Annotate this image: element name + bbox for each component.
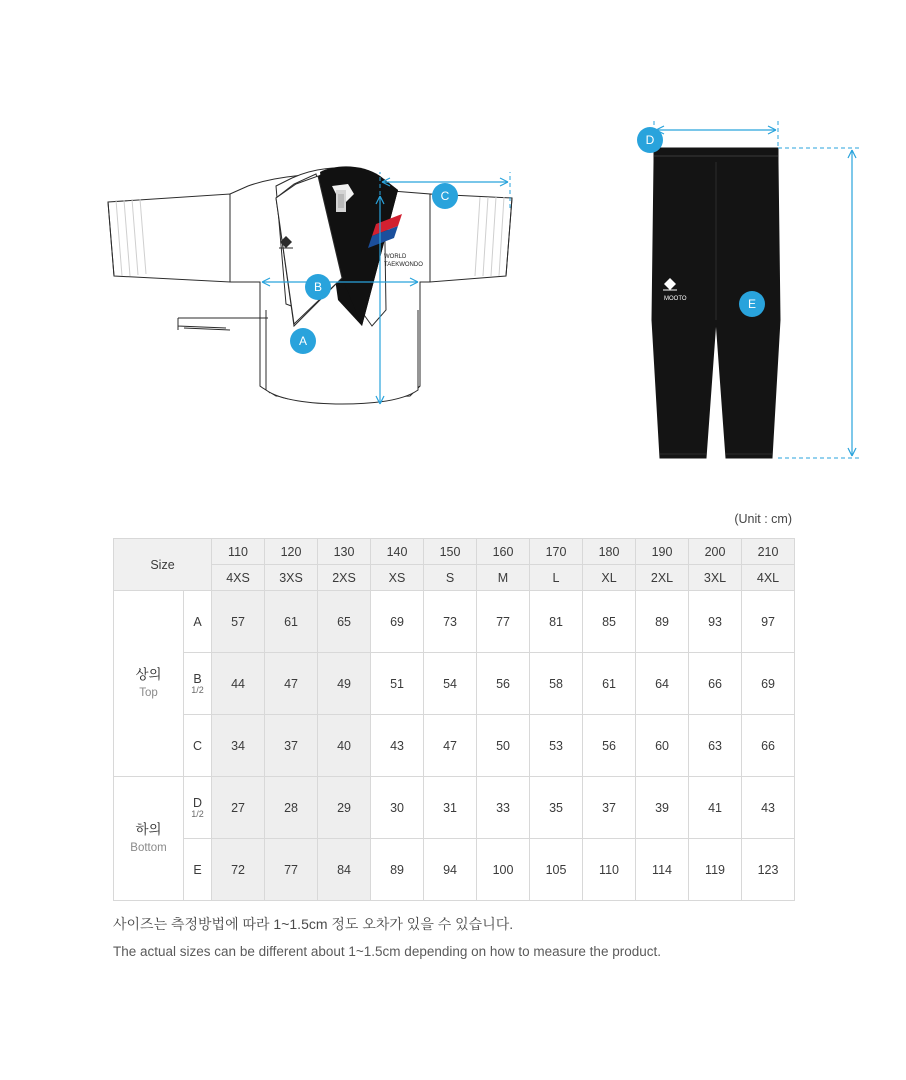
header-height: 150 (424, 539, 477, 565)
header-height: 190 (636, 539, 689, 565)
header-size-label: Size (114, 539, 212, 591)
cell-value: 40 (318, 715, 371, 777)
cell-value: 30 (371, 777, 424, 839)
header-letter: 3XL (689, 565, 742, 591)
header-letter: 4XS (212, 565, 265, 591)
dim-letter: E (193, 862, 202, 877)
cell-value: 69 (371, 591, 424, 653)
cell-value: 123 (742, 839, 795, 901)
cell-value: 53 (530, 715, 583, 777)
header-letter: XL (583, 565, 636, 591)
cell-value: 94 (424, 839, 477, 901)
cell-value: 44 (212, 653, 265, 715)
cell-value: 39 (636, 777, 689, 839)
cell-value: 51 (371, 653, 424, 715)
cell-value: 81 (530, 591, 583, 653)
note-ko: 사이즈는 측정방법에 따라 1~1.5cm 정도 오차가 있을 수 있습니다. (113, 916, 514, 932)
cell-value: 35 (530, 777, 583, 839)
cell-value: 57 (212, 591, 265, 653)
header-height: 170 (530, 539, 583, 565)
header-height: 140 (371, 539, 424, 565)
table-row (114, 839, 795, 901)
cell-value: 50 (477, 715, 530, 777)
dim-letter: B (193, 672, 202, 686)
cell-value: 72 (212, 839, 265, 901)
dim-fraction: 1/2 (191, 685, 204, 695)
cell-value: 119 (689, 839, 742, 901)
header-letter: L (530, 565, 583, 591)
callout-A: A (290, 328, 316, 354)
table-header-heights (114, 539, 795, 565)
header-height: 160 (477, 539, 530, 565)
cell-value: 37 (265, 715, 318, 777)
cell-value: 37 (583, 777, 636, 839)
cell-value: 60 (636, 715, 689, 777)
cell-value: 84 (318, 839, 371, 901)
group-label-top (114, 591, 184, 777)
dim-letter: A (193, 614, 202, 629)
group-label-bottom (114, 777, 184, 901)
cell-value: 85 (583, 591, 636, 653)
cell-value: 77 (265, 839, 318, 901)
header-letter: 2XS (318, 565, 371, 591)
table-row (114, 653, 795, 715)
dim-fraction: 1/2 (191, 809, 204, 819)
header-letter: S (424, 565, 477, 591)
header-height: 180 (583, 539, 636, 565)
header-height: 120 (265, 539, 318, 565)
cell-value: 47 (424, 715, 477, 777)
cell-value: 27 (212, 777, 265, 839)
dim-label (184, 653, 212, 715)
header-height: 130 (318, 539, 371, 565)
dim-letter: D (192, 796, 203, 810)
dim-label (184, 777, 212, 839)
cell-value: 29 (318, 777, 371, 839)
svg-text:WORLD: WORLD (384, 254, 407, 260)
callout-D: D (637, 127, 663, 153)
table-row (114, 591, 795, 653)
header-letter: 3XS (265, 565, 318, 591)
cell-value: 61 (265, 591, 318, 653)
cell-value: 89 (371, 839, 424, 901)
cell-value: 69 (742, 653, 795, 715)
note-en: The actual sizes can be different about 1~1.5cm depending on how to measure the product. (113, 944, 661, 959)
cell-value: 28 (265, 777, 318, 839)
cell-value: 61 (583, 653, 636, 715)
cell-value: 49 (318, 653, 371, 715)
group-label-en: Bottom (130, 841, 167, 854)
dim-letter: C (192, 738, 203, 753)
cell-value: 64 (636, 653, 689, 715)
header-letter: 2XL (636, 565, 689, 591)
pants-dimension-lines (630, 110, 906, 490)
cell-value: 34 (212, 715, 265, 777)
size-chart-table (113, 538, 793, 901)
svg-text:TAEKWONDO: TAEKWONDO (384, 262, 423, 268)
cell-value: 43 (742, 777, 795, 839)
cell-value: 105 (530, 839, 583, 901)
cell-value: 73 (424, 591, 477, 653)
header-letter: M (477, 565, 530, 591)
cell-value: 97 (742, 591, 795, 653)
cell-value: 31 (424, 777, 477, 839)
cell-value: 114 (636, 839, 689, 901)
header-letter: XS (371, 565, 424, 591)
cell-value: 58 (530, 653, 583, 715)
callout-B: B (305, 274, 331, 300)
cell-value: 89 (636, 591, 689, 653)
header-height: 200 (689, 539, 742, 565)
header-height: 210 (742, 539, 795, 565)
cell-value: 100 (477, 839, 530, 901)
footnotes (113, 914, 813, 959)
cell-value: 63 (689, 715, 742, 777)
cell-value: 56 (583, 715, 636, 777)
group-label-en: Top (139, 686, 158, 699)
dim-label (184, 839, 212, 901)
cell-value: 33 (477, 777, 530, 839)
unit-note: (Unit : cm) (734, 512, 792, 526)
cell-value: 54 (424, 653, 477, 715)
cell-value: 110 (583, 839, 636, 901)
table-row (114, 715, 795, 777)
dim-label (184, 591, 212, 653)
header-letter: 4XL (742, 565, 795, 591)
cell-value: 56 (477, 653, 530, 715)
illustration-area (0, 0, 906, 500)
cell-value: 77 (477, 591, 530, 653)
cell-value: 66 (742, 715, 795, 777)
cell-value: 41 (689, 777, 742, 839)
jacket-dimension-lines (80, 160, 640, 460)
cell-value: 43 (371, 715, 424, 777)
callout-C: C (432, 183, 458, 209)
cell-value: 65 (318, 591, 371, 653)
table-row (114, 777, 795, 839)
group-label-ko: 상의 (135, 666, 162, 682)
group-label-ko: 하의 (135, 821, 162, 837)
cell-value: 66 (689, 653, 742, 715)
dim-label (184, 715, 212, 777)
cell-value: 93 (689, 591, 742, 653)
svg-text:MOOTO: MOOTO (664, 296, 687, 302)
cell-value: 47 (265, 653, 318, 715)
table-header-letters (114, 565, 795, 591)
callout-E: E (739, 291, 765, 317)
header-height: 110 (212, 539, 265, 565)
